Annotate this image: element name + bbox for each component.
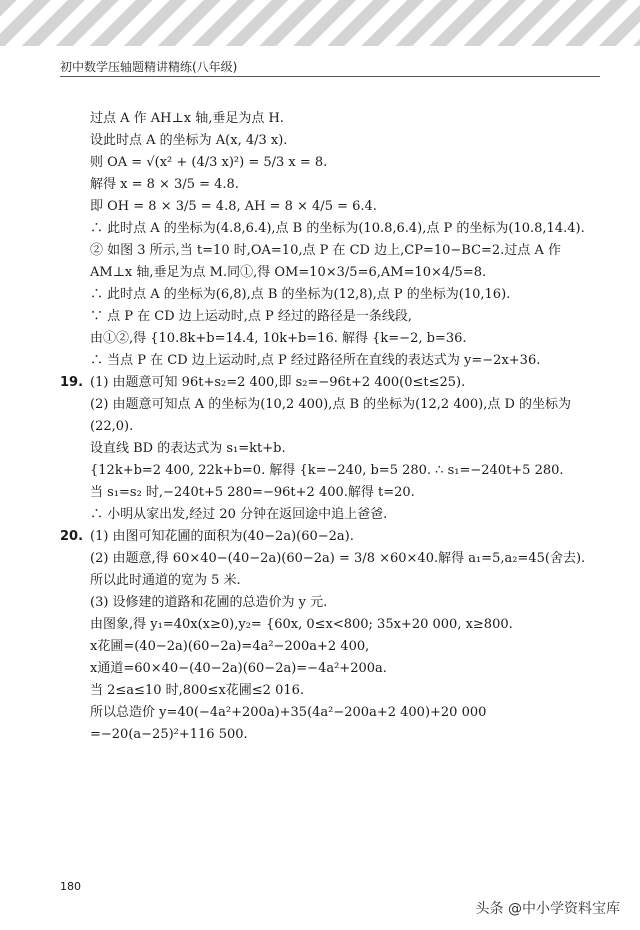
body-line-text: ∴ 小明从家出发,经过 20 分钟在返回途中追上爸爸. xyxy=(90,507,388,522)
body-line-text: 设此时点 A 的坐标为 A(x, 4/3 x). xyxy=(90,133,288,148)
body-line-text: 所以此时通道的宽为 5 米. xyxy=(90,573,241,588)
body-line-text: 即 OH = 8 × 3/5 = 4.8, AH = 8 × 4/5 = 6.4. xyxy=(90,199,377,214)
body-line xyxy=(60,438,600,460)
body-line-text: 解得 x = 8 × 3/5 = 4.8. xyxy=(90,177,239,192)
body-line xyxy=(60,416,600,438)
body-line-text: 由①②,得 {10.8k+b=14.4, 10k+b=16. 解得 {k=−2, b=36. xyxy=(90,331,467,346)
book-title: 初中数学压轴题精讲精练(八年级) xyxy=(60,60,238,74)
body-line-text: =−20(a−25)²+116 500. xyxy=(90,727,248,742)
body-line xyxy=(60,702,600,724)
body-line xyxy=(60,548,600,570)
body-line xyxy=(60,174,600,196)
body-line xyxy=(60,570,600,592)
body-line-text: ∴ 此时点 A 的坐标为(4.8,6.4),点 B 的坐标为(10.8,6.4),点 P 的坐标为(10.8,14.4). xyxy=(90,221,585,236)
body-line xyxy=(60,482,600,504)
watermark: 头条 @中小学资料宝库 xyxy=(475,901,620,917)
body-line xyxy=(60,394,600,416)
body-line xyxy=(60,262,600,284)
body-line xyxy=(60,636,600,658)
body-line-text: 所以总造价 y=40(−4a²+200a)+35(4a²−200a+2 400)+20 000 xyxy=(90,705,487,720)
body-line-text: 则 OA = √(x² + (4/3 x)²) = 5/3 x = 8. xyxy=(90,155,328,170)
body-line xyxy=(60,504,600,526)
body-line xyxy=(60,284,600,306)
body-line xyxy=(60,592,600,614)
body-line-text: (22,0). xyxy=(90,419,134,434)
body-line xyxy=(60,680,600,702)
body-line-text: x花圃=(40−2a)(60−2a)=4a²−200a+2 400, xyxy=(90,639,370,654)
body-line-text: (1) 由题意可知 96t+s₂=2 400,即 s₂=−96t+2 400(0≤t≤25). xyxy=(90,375,466,390)
page-number: 180 xyxy=(60,880,81,893)
body-line-text: (2) 由题意,得 60×40−(40−2a)(60−2a) = 3/8 ×60×40.解得 a₁=5,a₂=45(舍去). xyxy=(90,551,586,566)
body-line-text: 过点 A 作 AH⊥x 轴,垂足为点 H. xyxy=(90,111,284,126)
body-line xyxy=(60,658,600,680)
body-line xyxy=(60,152,600,174)
body-line-text: (2) 由题意可知点 A 的坐标为(10,2 400),点 B 的坐标为(12,2 400),点 D 的坐标为 xyxy=(90,397,572,412)
body-line-text: x通道=60×40−(40−2a)(60−2a)=−4a²+200a. xyxy=(90,661,387,676)
body-line-text: 设直线 BD 的表达式为 s₁=kt+b. xyxy=(90,441,286,456)
body-line xyxy=(60,196,600,218)
body-line xyxy=(60,306,600,328)
header-stripes xyxy=(0,0,640,46)
body-line xyxy=(60,526,600,548)
body-line-text: ∴ 当点 P 在 CD 边上运动时,点 P 经过路径所在直线的表达式为 y=−2x+36. xyxy=(90,353,541,368)
question-number: 19. xyxy=(60,375,84,390)
body-line-text: 当 2≤a≤10 时,800≤x花圃≤2 016. xyxy=(90,683,305,698)
body-line xyxy=(60,218,600,240)
body-line xyxy=(60,724,600,746)
body-line xyxy=(60,328,600,350)
header-divider xyxy=(60,76,600,77)
body-line-text: 由图象,得 y₁=40x(x≥0),y₂= {60x, 0≤x<800; 35x+20 000, x≥800. xyxy=(90,617,513,632)
body-line xyxy=(60,614,600,636)
body-line xyxy=(60,130,600,152)
body-line xyxy=(60,460,600,482)
page-body xyxy=(60,108,600,746)
body-line xyxy=(60,372,600,394)
body-line-text: ② 如图 3 所示,当 t=10 时,OA=10,点 P 在 CD 边上,CP=10−BC=2.过点 A 作 xyxy=(90,243,561,258)
body-line-text: {12k+b=2 400, 22k+b=0. 解得 {k=−240, b=5 280. ∴ s₁=−240t+5 280. xyxy=(90,463,564,478)
body-line-text: 当 s₁=s₂ 时,−240t+5 280=−96t+2 400.解得 t=20. xyxy=(90,485,415,500)
body-line-text: (1) 由图可知花圃的面积为(40−2a)(60−2a). xyxy=(90,529,354,544)
body-line-text: ∵ 点 P 在 CD 边上运动时,点 P 经过的路径是一条线段, xyxy=(90,309,413,324)
body-line-text: ∴ 此时点 A 的坐标为(6,8),点 B 的坐标为(12,8),点 P 的坐标为(10,16). xyxy=(90,287,511,302)
body-line-text: (3) 设修建的道路和花圃的总造价为 y 元. xyxy=(90,595,328,610)
question-number: 20. xyxy=(60,529,84,544)
body-line xyxy=(60,108,600,130)
body-line xyxy=(60,240,600,262)
body-line xyxy=(60,350,600,372)
body-line-text: AM⊥x 轴,垂足为点 M.同①,得 OM=10×3/5=6,AM=10×4/5=8. xyxy=(90,265,487,280)
